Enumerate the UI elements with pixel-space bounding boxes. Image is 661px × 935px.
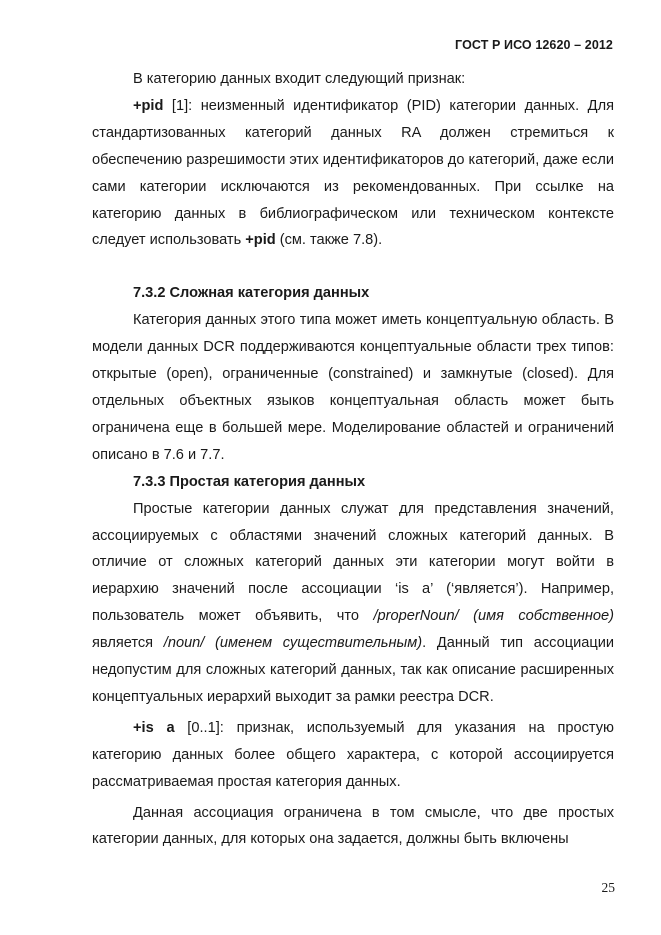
pid-term-inline: +pid <box>245 232 276 249</box>
complex-category-paragraph: Категория данных этого типа может иметь концептуальную область. В модели данных DCR поддерживаются концептуальные области трех типов: открытые (open), ограниченные (constrained) и замкнутые (closed). Для отдельных объектных языков концептуальная область может быть ограничена еще в большей мере. Моделирование областей и ограничений описано в 7.6 и 7.7. <box>92 312 614 463</box>
document-header: ГОСТ Р ИСО 12620 – 2012 <box>455 38 613 52</box>
noun-example: /noun/ (именем существительным) <box>163 635 423 652</box>
pid-term: +pid <box>133 97 164 114</box>
simple-category-text-b: является <box>92 635 164 652</box>
simple-category-text-a: Простые категории данных служат для представления значений, ассоциируемых с областями значений сложных категорий данных. В отличие от сложных категорий данных эти категории могут войти в иерархию значений после ассоциации ‘is a’ (‘является’). Например, пользователь может объявить, что <box>92 500 614 625</box>
simple-category-paragraph <box>92 496 614 711</box>
isa-text: : признак, используемый для указания на простую категорию данных более общего характера, с которой ассоциируется рассматриваемая простая категория данных. <box>92 719 614 790</box>
pid-paragraph <box>92 93 614 254</box>
document-body <box>92 66 614 853</box>
section-heading-7-3-3: 7.3.3 Простая категория данных <box>133 473 366 490</box>
proper-noun-example: /properNoun/ (имя собственное) <box>373 608 614 625</box>
association-paragraph: Данная ассоциация ограничена в том смысле, что две простых категории данных, для которых она задается, должны быть включены <box>92 804 614 848</box>
isa-term: +is a <box>133 719 175 736</box>
section-heading-7-3-2: 7.3.2 Сложная категория данных <box>133 285 370 302</box>
isa-paragraph <box>92 715 614 796</box>
pid-reference: [1] <box>163 97 189 114</box>
pid-text-2: (см. также 7.8). <box>275 232 383 249</box>
page-number: 25 <box>601 880 615 895</box>
intro-paragraph: В категорию данных входит следующий признак: <box>133 71 466 87</box>
isa-reference: [0..1] <box>174 719 220 736</box>
pid-text-1: : неизменный идентификатор (PID) категории данных. Для стандартизованных категорий данных RA должен стремиться к обеспечению разрешимости этих идентификаторов до категорий, даже если сами категории исключаются из рекомендованных. При ссылке на категорию данных в библиографическом или техническом контексте следует использовать <box>92 97 614 249</box>
simple-category-text-c: . Данный тип ассоциации недопустим для сложных категорий данных, так как описание расширенных концептуальных иерархий выходит за рамки реестра DCR. <box>92 635 614 705</box>
section-spacer <box>92 254 614 280</box>
